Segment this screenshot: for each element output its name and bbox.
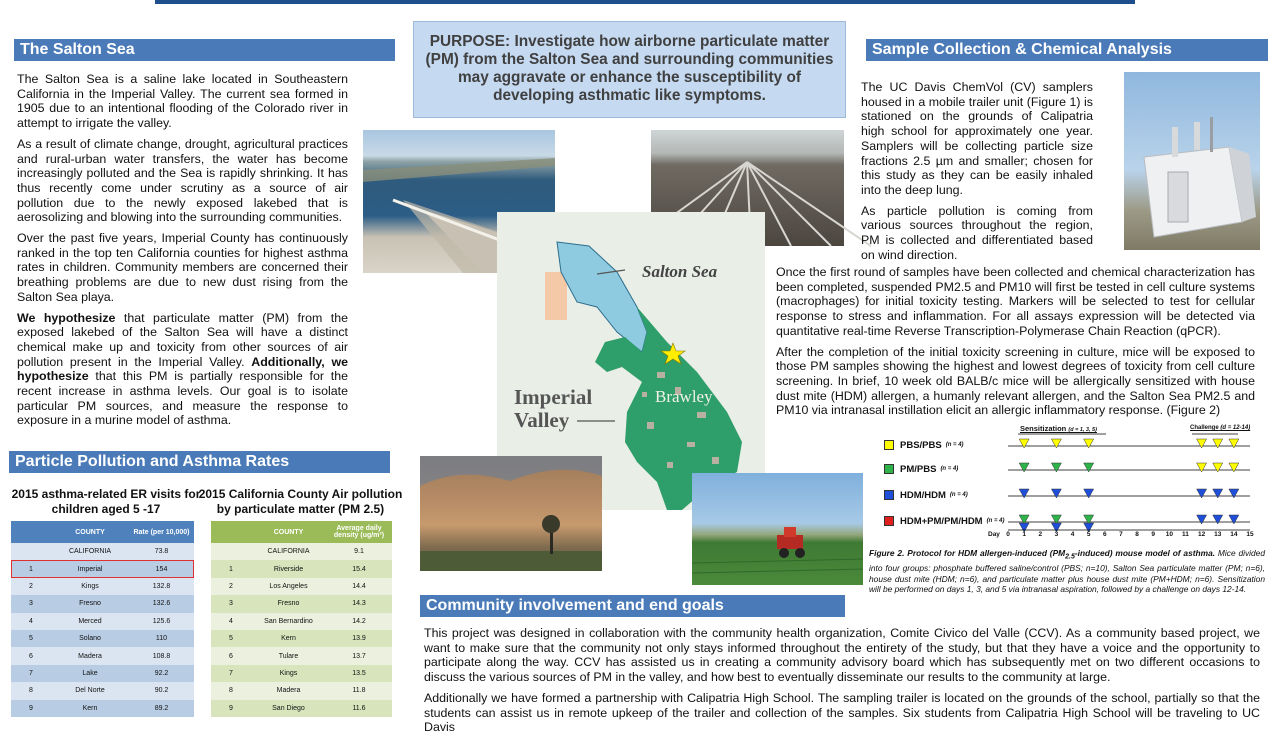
dose-marker [1229,463,1239,472]
sensitization-label [1020,424,1097,433]
day-tick-label: 5 [1086,531,1091,538]
table-row [11,647,194,664]
dose-marker [1019,463,1029,472]
table-row-cell: 13.5 [352,669,366,677]
table-row-cell: Solano [79,635,101,643]
table-row-cell: 7 [29,669,33,677]
sample-text-bottom [776,265,1255,424]
map-label-brawley: Brawley [655,387,713,406]
table-row [211,682,392,699]
table-row-cell: 125.6 [152,617,171,625]
table-row [211,613,392,630]
legend-group-1 [884,438,964,452]
table-row-cell: 14.2 [352,617,366,625]
table-row-cell: 7 [229,669,233,677]
table-row-cell: 92.2 [154,669,169,677]
dose-marker [1213,463,1223,472]
salton-para-2: As a result of climate change, drought, agricultural practices and rural-urban water transfers, the water has become increasingly polluted and the Sea is rapidly shrinking. It has thus recently come under scrutiny as a source of air pollution due to the newly exposed lakebed that is aerosolizing and blowing into the surrounding communities. [17,136,348,225]
table-row [211,595,392,612]
table-row-cell: 4 [229,617,233,625]
day-tick-label: 10 [1165,531,1173,538]
challenge-text: Challenge [1190,425,1219,431]
table-row-cell: 90.2 [154,687,169,695]
salton-para-1: The Salton Sea is a saline lake located in Southeastern California in the Imperial Valley. The current sea formed in 1905 due to an intentional flooding of the Colorado river in attempt to irrigate the valley. [17,72,348,131]
map-label-salton-sea: Salton Sea [642,262,718,281]
table-header-row-cell: Rate (per 10,000) [133,528,190,536]
table-row-cell: Lake [82,669,98,677]
dose-marker [1051,439,1061,448]
map-label-imperial: Imperial [514,385,593,409]
legend-n: (n = 4) [986,518,1005,524]
day-tick-label: 0 [1006,531,1010,538]
table-row-cell: 6 [229,652,233,660]
day-tick-label: 9 [1151,531,1155,538]
legend-label: HDM/HDM [900,489,946,501]
table-row [11,578,194,595]
table-row [11,560,194,577]
challenge-days: (d = 12-14) [1220,425,1251,431]
tractor-photo-svg [692,473,863,585]
table-row-cell: Kern [281,635,296,643]
day-tick-label: 8 [1135,531,1139,538]
table-row [11,613,194,630]
table-row-cell: San Bernardino [264,617,313,625]
day-tick-label: 14 [1230,531,1238,538]
dose-marker [1084,439,1094,448]
legend-swatch [884,516,894,526]
dose-marker [1019,515,1029,524]
dose-marker [1084,489,1094,498]
table-row [11,630,194,647]
table-row-cell: 6 [29,652,33,660]
table-row [211,543,392,560]
table-row-cell: Los Angeles [269,582,308,590]
sample-para-1: The UC Davis ChemVol (CV) samplers housed in a mobile trailer unit (Figure 1) is stationed on the grounds of Calipatria high school for approximately one year. Samplers will be collecting particle size fractions 2.5 µm and smaller; chosen for this study as they can be easily inhaled into the deep lung. [861,80,1093,197]
table-row-cell: 11.6 [352,704,366,712]
day-axis-label: Day [988,531,1000,538]
dose-marker [1229,515,1239,524]
day-tick-label: 3 [1054,531,1059,538]
table-row-cell: 5 [29,635,33,643]
table-header-row-cell: COUNTY [75,528,105,536]
sample-collection-header: Sample Collection & Chemical Analysis [866,39,1268,61]
dust-storm-photo [420,456,602,571]
table-row-cell: Kings [279,669,298,677]
table-row-cell: 2 [29,582,33,590]
legend-swatch [884,490,894,500]
table-row-cell: 132.6 [152,600,171,608]
dose-marker [1197,489,1207,498]
table-row-cell: 154 [155,565,168,573]
salton-sea-text [17,72,348,434]
dose-marker [1084,515,1094,524]
legend-label: PBS/PBS [900,439,942,451]
figure-2-protocol [870,424,1270,544]
sample-para-4: After the completion of the initial toxicity screening in culture, mice will be exposed to those PM samples showing the highest and lowest degrees of toxicity from cell culture screening. In brief, 10 week old BALB/c mice will be allergically sensitized with house dust mite (HDM) allergen, a humanly relevant allergen, and the Salton Sea PM2.5 and PM10 via intranasal instillation elicit an allergic inflammatory response. (Figure 2) [776,344,1255,418]
community-para-2: Additionally we have formed a partnership with Calipatria High School. The sampling trailer is located on the grounds of the school, partially so that the students can assist us in remote upkeep of the trailer and collection of the samples. Six students from Calipatria High School will be traveling to UC Davis [424,690,1260,735]
dose-marker [1229,489,1239,498]
table-row-cell: Merced [78,617,102,625]
table-row [211,630,392,647]
table-row [11,543,194,560]
table-row-cell: Del Norte [75,687,105,695]
table-row [211,578,392,595]
community-para-1: This project was designed in collaboration with the community health organization, Comite Civico del Valle (CCV). As a community based project, we want to make sure that the community not only stays informed throughout the entirety of the study, but that they have a voice and the opportunity to participate along the way. CCV has assisted us in creating a community advisory board which has subsequently met on two different occasions to discuss the various sources of PM in the valley, and how best to eventually disseminate our results to the community at large. [424,626,1260,685]
table-row-cell: 5 [229,635,233,643]
table-row-cell: 14.3 [352,600,366,608]
table-row-cell: Imperial [77,565,103,573]
legend-n: (n = 4) [949,492,968,498]
day-tick-label: 15 [1246,531,1254,538]
table-row-cell: Fresno [79,600,101,608]
table-row-cell: 13.9 [352,635,366,643]
table-row [11,595,194,612]
table-row-cell: 9 [29,704,33,712]
table-row-cell: 8 [229,687,233,695]
table-row-cell: Kern [82,704,98,712]
table-row [11,665,194,682]
sample-para-3: Once the first round of samples have been collected and chemical characterization has been completed, suspended PM2.5 and PM10 will first be tested in cell culture systems (macrophages) for initial toxicity testing. Markers will be selected to test for cellular response to stress and inflammation. For all assays expression will be detected via quantitative real-time Reverse Transcription-Polymerase Chain Reaction (qPCR). [776,265,1255,338]
day-tick-label: 2 [1038,531,1043,538]
sample-para-2: As particle pollution is coming from various sources throughout the region, PM is collected and differentiated based on wind direction. [861,203,1093,262]
caption-lead: Figure 2. Protocol for HDM allergen-induced (PM [869,548,1066,558]
table-row-cell: 2 [229,582,233,590]
table-a-title: 2015 asthma-related ER visits for children aged 5 -17 [11,487,201,516]
day-tick-label: 7 [1119,531,1123,538]
legend-group-3 [884,488,968,502]
day-tick-label: 11 [1182,531,1189,538]
salton-para-3: Over the past five years, Imperial County has continuously ranked in the top ten California counties for highest asthma rates in children. Community members are concerned their breathing problems are due to new dust rising from the Salton Sea playa. [17,231,348,304]
dose-marker [1197,515,1207,524]
map-label-valley: Valley [514,408,570,432]
table-row-cell: 73.8 [154,548,169,556]
table-row-cell: 3 [29,600,33,608]
legend-swatch [884,440,894,450]
dose-marker [1197,439,1207,448]
day-tick-label: 4 [1070,531,1075,538]
table-row [211,665,392,682]
legend-label: HDM+PM/PM/HDM [900,515,983,527]
hypothesis-lead-2: Additionally, we hypothesize [17,354,348,384]
day-tick-label: 12 [1197,531,1206,538]
table-row-cell: 11.8 [352,687,366,695]
purpose-box: PURPOSE: Investigate how airborne particulate matter (PM) from the Salton Sea and surrounding communities may aggravate or enhance the susceptibility of developing asthmatic like symptoms. [413,21,846,118]
challenge-label [1190,425,1250,431]
dust-photo-svg [420,456,602,571]
dose-marker [1213,439,1223,448]
table-row-cell: San Diego [272,704,305,712]
trailer-photo [1124,72,1260,250]
legend-n: (n = 4) [940,466,959,472]
table-row-cell: 89.2 [154,704,169,712]
asthma-er-table [11,521,194,720]
table-row-cell: Madera [78,652,102,660]
salton-sea-header: The Salton Sea [14,39,395,61]
hypothesis-body-1: that particulate matter (PM) from the exposed lakebed of the Salton Sea will have a distinct chemical make up and toxicity from other sources of air pollution present in the Imperial Valley. [17,310,348,369]
dose-marker [1213,515,1223,524]
table-row-cell: Tulare [278,652,299,660]
sensitization-days: (d = 1, 3, 5) [1068,427,1097,433]
table-row-cell: CALIFORNIA [68,548,111,556]
legend-label: PM/PBS [900,463,937,475]
table-row-cell: 3 [229,600,233,608]
dose-marker [1051,515,1061,524]
table-header-row [211,521,392,543]
pm25-table [211,521,392,720]
hypothesis-lead: We hypothesize [17,310,116,325]
table-row-cell: Kings [81,582,99,590]
table-row-cell: 4 [29,617,33,625]
hypothesis-body-2: that this PM is partially responsible for the recent increase in asthma levels. Our goal is to isolate particular PM sources, and measure the response to exposure in a murine model of asthma. [17,369,348,428]
table-row-cell: 1 [229,565,233,573]
dose-marker [1213,489,1223,498]
community-header: Community involvement and end goals [420,595,845,617]
table-header-row [11,521,194,543]
table-row-cell: 1 [29,565,33,573]
table-header-row-cell: COUNTY [273,528,304,536]
trailer-photo-svg [1124,72,1260,250]
table-row [11,700,194,717]
legend-group-4 [884,514,1004,528]
day-tick-label: 13 [1214,531,1222,538]
table-row-cell: 110 [155,635,168,643]
caption-lead-2: -induced) mouse model of asthma. [1074,548,1216,558]
table-row-cell: 9 [229,704,233,712]
dose-marker [1051,489,1061,498]
figure-2-caption [869,548,1265,595]
map-label-imperial-valley [514,386,592,432]
table-row-cell: Riverside [273,565,304,573]
dose-marker [1084,463,1094,472]
table-row [211,647,392,664]
dose-marker [1197,463,1207,472]
table-row-cell: Fresno [277,600,300,608]
legend-n: (n = 4) [945,442,964,448]
dose-marker [1051,463,1061,472]
table-row [11,682,194,699]
legend-group-2 [884,462,958,476]
table-row-cell: Madera [276,687,301,695]
dose-marker [1019,439,1029,448]
dose-marker [1019,489,1029,498]
table-row-cell: CALIFORNIA [267,548,310,556]
table-row-cell: 15.4 [352,565,366,573]
sensitization-text: Sensitization [1020,424,1067,433]
table-row [211,700,392,717]
particle-pollution-header: Particle Pollution and Asthma Rates [9,451,390,473]
community-text [424,626,1260,741]
sample-text-top [861,80,1093,268]
table-b-title: 2015 California County Air pollution by particulate matter (PM 2.5) [198,487,403,516]
day-tick-label: 6 [1102,531,1107,538]
table-row-cell: 14.4 [352,582,366,590]
caption-body: Mice divided into four groups: phosphate buffered saline/control (PBS; n=10), Salton Sea particulate matter (PM; n=6), house dust mite (HDM; n=6), and particulate matter plus house dust mite (PM+HDM; n=6). Sensitization will be performed on days 1, 3, and 5 via intranasal aspiration, followed by a challenge on days 12-14. [869,548,1265,595]
table-row-cell: 132.8 [152,582,171,590]
tractor-photo [692,473,863,585]
legend-swatch [884,464,894,474]
table-row [211,560,392,577]
table-header-row-cell: Average daily density (ug/m³) [333,525,385,539]
day-tick-label: 1 [1022,531,1026,538]
dose-marker [1229,439,1239,448]
table-row-cell: 108.8 [152,652,171,660]
top-banner-bar [155,0,1135,4]
table-row-cell: 8 [29,687,33,695]
table-row-cell: 9.1 [354,548,364,556]
caption-sub: 2.5 [1065,553,1075,561]
table-row-cell: 13.7 [352,652,366,660]
hypothesis-para [17,311,348,429]
